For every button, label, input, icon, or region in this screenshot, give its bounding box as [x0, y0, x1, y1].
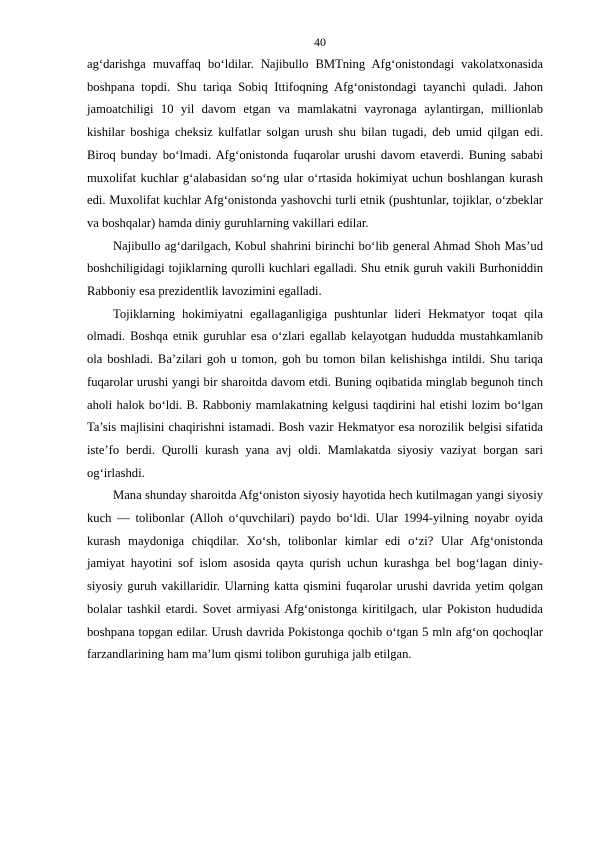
paragraph-continuation: ag‘darishga muvaffaq bo‘ldilar. Najibullo BMTning Afg‘onistondagi vakolatxonasida boshpana topdi. Shu tariqa Sobiq Ittifoqning Afg‘onistondagi tayanchi quladi. Jahon jamoatchiligi 10 yil davom etgan va mamlakatni vayronaga aylantirgan, millionlab kishilar boshiga cheksiz kulfatlar solgan urush shu bilan tugadi, deb umid qilgan edi. Biroq bunday bo‘lmadi. Afg‘onistonda fuqarolar urushi davom etaverdi. Buning sababi muxolifat kuchlar g‘alabasidan so‘ng ular o‘rtasida hokimiyat uchun boshlangan kurash edi. Muxolifat kuchlar Afg‘onistonda yashovchi turli etnik (pushtunlar, tojiklar, o‘zbeklar va boshqalar) hamda diniy guruhlarning vakillari edilar. — [87, 57, 543, 230]
paragraph-taliban: Mana shunday sharoitda Afg‘oniston siyosiy hayotida hech kutilmagan yangi siyosiy kuch — tolibonlar (Alloh o‘quvchilari) paydo bo‘ldi. Ular 1994-yilning noyabr oyida kurash maydoniga chiqdilar. Xo‘sh, tolibonlar kimlar edi o‘zi? Ular Afg‘onistonda jamiyat hayotini sof islom asosida qayta qurish uchun kurashga bel bog‘lagan diniy-siyosiy guruh vakillaridir. Ularning katta qismini fuqarolar urushi davrida yetim qolgan bolalar tashkil etardi. Sovet armiyasi Afg‘onistonga kiritilgach, ular Pokiston hududida boshpana topgan edilar. Urush davrida Pokistonga qochib o‘tgan 5 mln afg‘on qochoqlar farzandlarining ham ma’lum qismi tolibon guruhiga jalb etilgan. — [87, 488, 543, 662]
paragraph-kabul-capture: Najibullo ag‘darilgach, Kobul shahrini birinchi bo‘lib general Ahmad Shoh Mas’ud boshchiligidagi tojiklarning qurolli kuchlari egalladi. Shu etnik guruh vakili Burhoniddin Rabboniy esa prezidentlik lavozimini egalladi. — [87, 238, 543, 299]
document-body — [87, 53, 543, 666]
paragraph-civil-war: Tojiklarning hokimiyatni egallaganligiga pushtunlar lideri Hekmatyor toqat qila olmadi. Boshqa etnik guruhlar esa o‘zlari egallab kelayotgan hududda mustahkamlanib ola boshladi. Ba’zilari goh u tomon, goh bu tomon bilan kelishishga intildi. Shu tariqa fuqarolar urushi yangi bir sharoitda davom etdi. Buning oqibatida minglab begunoh tinch aholi halok bo‘ldi. B. Rabboniy mamlakatning kelgusi taqdirini hal etishi lozim bo‘lgan Ta’sis majlisini chaqirishni istamadi. Bosh vazir Hekmatyor esa norozilik belgisi sifatida iste’fo berdi. Qurolli kurash yana avj oldi. Mamlakatda siyosiy vaziyat borgan sari og‘irlashdi. — [87, 306, 543, 480]
page-number: 40 — [314, 35, 326, 49]
